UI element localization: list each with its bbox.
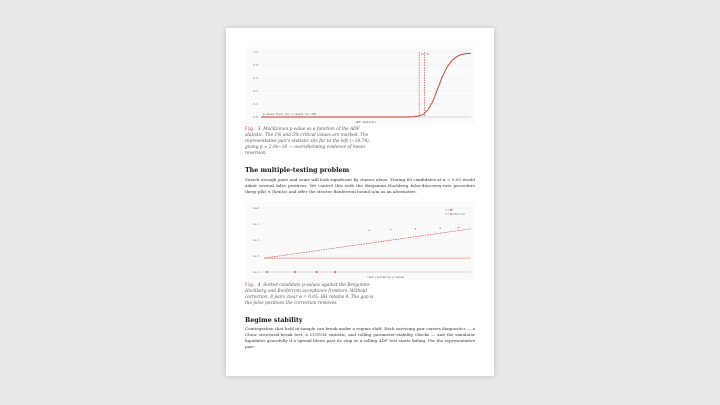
section-body-regime-stability: Cointegration that held in-sample can break under a regime shift. Each surviving pair carries diagnostics — a Chow structural-break test, a CUSUM statistic, and rolling parameter-stability checks — and the simulator liquidates gracefully if a spread blows past its stop or a rolling ADF test starts failing. For the representative pair:: [245, 326, 475, 350]
figure-2-ytick-label: 1e-3: [252, 255, 259, 258]
figure-2-ytick-label: 1e-2: [252, 239, 259, 242]
figure-2-chart: [245, 202, 475, 280]
section-body-multiple-testing: Search enough pairs and some will look significant by chance alone. Testing 68 candidates at α = 0.05 would admit several false positives. We control this with the Benjamini–Hochberg false-discovery-rate procedure (keep p(k) ≤ (k/m)α) and offer the stricter Bonferroni bound α/m as an alternative.: [245, 177, 475, 195]
figure-1-label: Fig. 3: [245, 127, 261, 132]
figure-2-legend-label-bonferroni: Bonferroni: [450, 213, 466, 216]
figure-2-ytick-label: 1e-1: [252, 223, 259, 226]
figure-2-significant-point: [334, 271, 336, 273]
figure-1-caption-text: MacKinnon p-value as a function of the ADF statistic. The 1% and 5% critical values are marked. The representative pair's statistic sits far to the left (−18.74), giving p ≈ 2.9e−30 — overwhelming evidence of mean reversion.: [245, 127, 371, 157]
section-heading-regime-stability: Regime stability: [245, 317, 303, 324]
figure-2-label: Fig. 4: [245, 283, 261, 288]
figure-1-ytick-label: 0.8: [253, 64, 258, 67]
figure-2-pvalue-point: [458, 227, 459, 228]
figure-2-significant-point: [294, 271, 296, 273]
document-page: [226, 28, 494, 376]
figure-2-significant-point: [316, 271, 318, 273]
section-heading-multiple-testing: The multiple-testing problem: [245, 167, 350, 174]
figure-2-ytick-label: 1e-4: [252, 271, 259, 274]
figure-1-ytick-label: 1.0: [253, 51, 258, 54]
figure-2-caption-text: Sorted candidate p-values against the Benjamini–Hochberg and Bonferroni acceptance frontiers. Without correction, 8 pairs clear α = 0.05; BH retains 4. The gap is the false positives the correction removes.: [245, 283, 374, 307]
figure-1-x-axis-label: ADF statistic: [355, 121, 377, 124]
figure-2-svg: [245, 202, 475, 280]
figure-2-pvalue-point: [440, 228, 441, 229]
figure-2-pvalue-point: [368, 230, 369, 231]
figure-1-ytick-label: 0.6: [253, 77, 258, 80]
figure-1-reference-label: 1%: [420, 53, 424, 56]
figure-2-significant-point: [266, 271, 268, 273]
figure-2-legend-label-bh: BH: [450, 209, 454, 212]
figure-1-caption: [245, 127, 375, 157]
figure-2-ytick-label: 1e+0: [252, 207, 259, 210]
figure-2-bh-frontier: [264, 229, 471, 258]
figure-1-reference-label: 5%: [426, 53, 430, 56]
figure-1-svg: [245, 47, 475, 124]
figure-2-x-axis-label: rank (sorted by p-value): [367, 276, 405, 279]
figure-1-annotation: p-value floor (by x-level) for ADF: [263, 113, 317, 116]
figure-1-pvalue-curve: [261, 53, 471, 117]
figure-2-caption: [245, 283, 375, 307]
figure-1-ytick-label: 0.4: [253, 90, 258, 93]
figure-1-ytick-label: 0.0: [253, 116, 258, 119]
figure-1-chart: [245, 47, 475, 124]
figure-2-pvalue-point: [390, 229, 391, 230]
figure-1-ytick-label: 0.2: [253, 103, 258, 106]
figure-2-pvalue-point: [415, 228, 416, 229]
